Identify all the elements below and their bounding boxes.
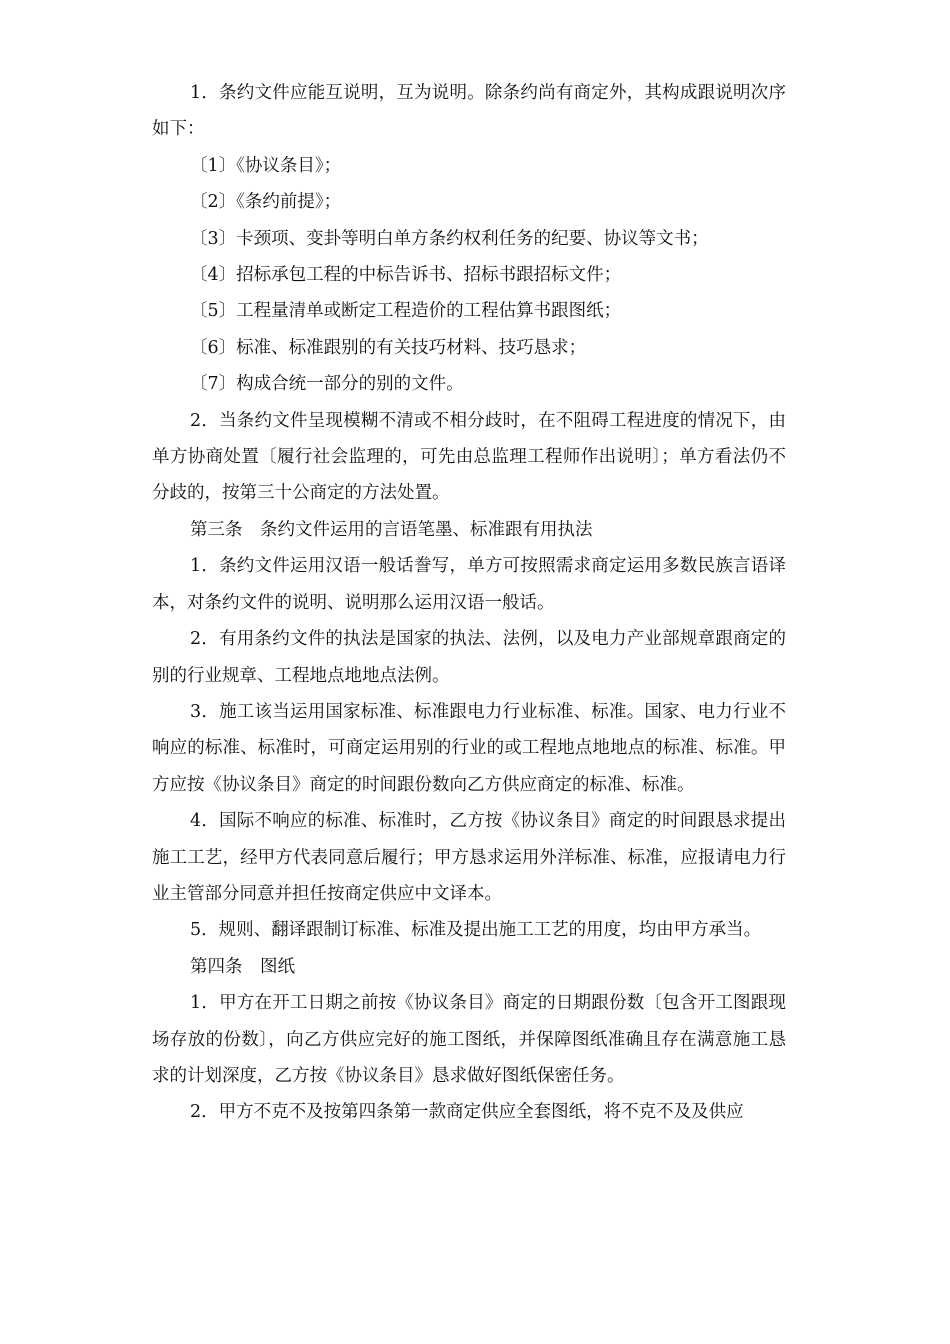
list-item-1: 〔1〕《协议条目》； [190,155,342,176]
paragraph-clause-2-2: 2．当条约文件呈现模糊不清或不相分歧时，在不阻碍工程进度的情况下，由单方协商处置〔履行社会监理的，可先由总监理工程师作出说明〕；单方看法仍不分歧的，按第三十公商定的方法处置。 [152,410,786,504]
document-body [152,75,786,1131]
paragraph-clause-4-1: 1．甲方在开工日期之前按《协议条目》商定的日期跟份数〔包含开工图跟现场存放的份数〕，向乙方供应完好的施工图纸，并保障图纸准确且存在满意施工恳求的计划深度，乙方按《协议条目》恳求做好图纸保密任务。 [152,993,786,1086]
paragraph-clause-3-5: 5．规则、翻译跟制订标准、标准及提出施工工艺的用度，均由甲方承当。 [190,920,762,941]
list-item-2: 〔2〕《条约前提》； [190,192,342,213]
paragraph-clause-2-1: 1．条约文件应能互说明，互为说明。除条约尚有商定外，其构成跟说明次序如下： [152,83,786,140]
list-item-6: 〔6〕标准、标准跟别的有关技巧材料、技巧恳求； [190,337,587,358]
paragraph-clause-3-2: 2．有用条约文件的执法是国家的执法、法例，以及电力产业部规章跟商定的别的行业规章、工程地点地地点法例。 [152,629,786,686]
article-4-heading: 第四条 图纸 [190,956,295,977]
article-3-heading: 第三条 条约文件运用的言语笔墨、标准跟有用执法 [190,519,593,540]
list-item-4: 〔4〕招标承包工程的中标告诉书、招标书跟招标文件； [190,265,622,286]
paragraph-clause-3-3: 3．施工该当运用国家标准、标准跟电力行业标准、标准。国家、电力行业不响应的标准、标准时，可商定运用别的行业的或工程地点地地点的标准、标准。甲方应按《协议条目》商定的时间跟份数向乙方供应商定的标准、标准。 [152,701,786,795]
paragraph-clause-3-1: 1．条约文件运用汉语一般话誊写，单方可按照需求商定运用多数民族言语译本，对条约文件的说明、说明那么运用汉语一般话。 [152,556,786,613]
list-item-5: 〔5〕工程量清单或断定工程造价的工程估算书跟图纸； [190,301,622,322]
list-item-3: 〔3〕卡颈项、变卦等明白单方条约权利任务的纪要、协议等文书； [190,228,709,249]
list-item-7: 〔7〕构成合统一部分的别的文件。 [190,374,464,395]
paragraph-clause-4-2: 2．甲方不克不及按第四条第一款商定供应全套图纸，将不克不及及供应 [190,1102,744,1123]
paragraph-clause-3-4: 4．国际不响应的标准、标准时，乙方按《协议条目》商定的时间跟恳求提出施工工艺，经甲方代表同意后履行；甲方恳求运用外洋标准、标准，应报请电力行业主管部分同意并担任按商定供应中文译本。 [152,811,786,904]
